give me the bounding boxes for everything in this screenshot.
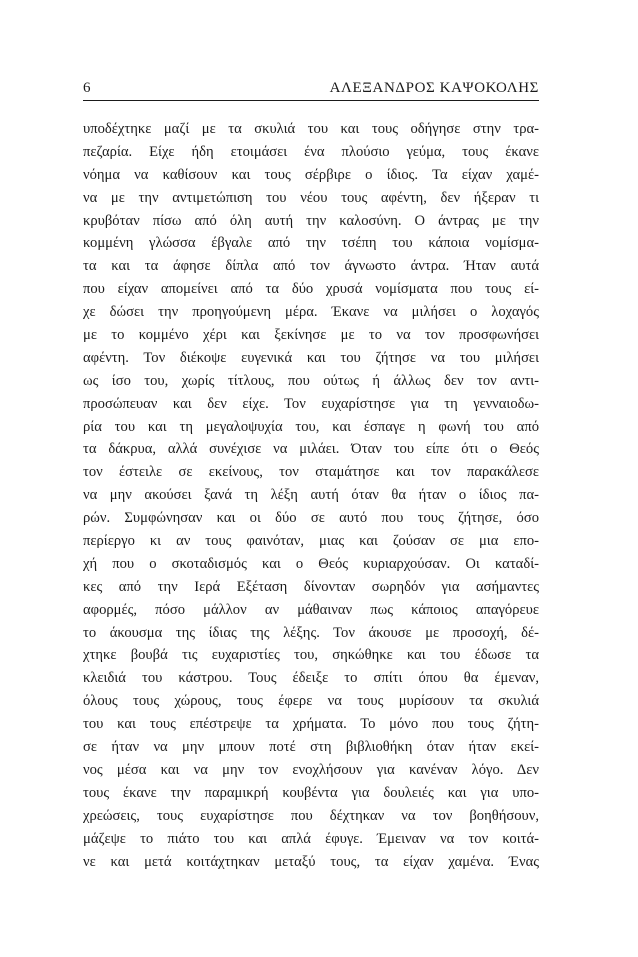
text-line: με το κομμένο χέρι και ξεκίνησε με το να τον προσφωνήσει: [83, 327, 539, 344]
text-line: το άκουσμα της ίδιας της λέξης. Τον άκουσε με προσοχή, δέ-: [83, 624, 539, 641]
text-line: ρών. Συμφώνησαν και οι δύο σε αυτό που τους ζήτησε, όσο: [83, 510, 539, 527]
text-line: τα και τα άφησε δίπλα από τον άγνωστο άντρα. Ήταν αυτά: [83, 258, 539, 275]
text-line: αφορμές, πόσο μάλλον αν μάθαιναν πως κάποιος απαγόρευε: [83, 601, 539, 618]
text-line: μάζεψε το πιάτο του και απλά έφυγε. Έμειναν να τον κοιτά-: [83, 830, 539, 847]
text-line: ως ίσο του, χωρίς τίτλους, που ούτως ή άλλως δεν τον αντι-: [83, 372, 539, 389]
text-line: τους έκανε την παραμικρή κουβέντα για δουλειές και για υπο-: [83, 784, 539, 801]
text-line: αφέντη. Τον διέκοψε ευγενικά και του ζήτησε να του μιλήσει: [83, 349, 539, 366]
running-title: ΑΛΕΞΑΝΔΡΟΣ ΚΑΨΟΚΟΛΗΣ: [329, 80, 539, 96]
text-line: νε και μετά κοιτάχτηκαν μεταξύ τους, τα είχαν χαμένα. Ένας: [83, 853, 539, 870]
text-line: σε ήταν να μην μπουν ποτέ στη βιβλιοθήκη όταν ήταν εκεί-: [83, 739, 539, 756]
text-line: τον έστειλε σε εκείνους, τον σταμάτησε και τον παρακάλεσε: [83, 464, 539, 481]
text-line: κες από την Ιερά Εξέταση δίνονταν σωρηδόν για ασήμαντες: [83, 578, 539, 595]
text-line: χε δώσει την προηγούμενη μέρα. Έκανε να μιλήσει ο λοχαγός: [83, 304, 539, 321]
text-line: ρία του και τη μεγαλοψυχία του, και έσπαγε η φωνή του από: [83, 418, 539, 435]
text-line: να μην ακούσει ξανά τη λέξη αυτή όταν θα ήταν ο ίδιος πα-: [83, 487, 539, 504]
text-line: χρεώσεις, τους ευχαρίστησε που δέχτηκαν να τον βοηθήσουν,: [83, 807, 539, 824]
text-line: όλους τους χώρους, τους έφερε να τους μυρίσουν τα σκυλιά: [83, 693, 539, 710]
text-line: χτηκε βουβά τις ευχαριστίες του, σηκώθηκε και του έδωσε τα: [83, 647, 539, 664]
text-line: νόημα να καθίσουν και τους σέρβιρε ο ίδιος. Τα είχαν χαμέ-: [83, 166, 539, 183]
text-line: κομμένη γλώσσα έβγαλε από την τσέπη του κάποια νομίσμα-: [83, 235, 539, 252]
text-line: προσώπευαν και δεν είχε. Τον ευχαρίστησε για τη γενναιοδω-: [83, 395, 539, 412]
text-line: νος μέσα και να μην τον ενοχλήσουν για κανέναν λόγο. Δεν: [83, 761, 539, 778]
text-line: χή που ο σκοταδισμός και ο Θεός κυριαρχούσαν. Οι καταδί-: [83, 555, 539, 572]
text-line: περίεργο κι αν τους φαινόταν, μιας και ζούσαν σε μια επο-: [83, 533, 539, 550]
text-line: κρυβόταν πίσω από όλη αυτή την καλοσύνη. Ο άντρας με την: [83, 212, 539, 229]
text-line: που είχαν απομείνει από τα δύο χρυσά νομίσματα που τους εί-: [83, 281, 539, 298]
text-line: τα δάκρυα, αλλά συνέχισε να μιλάει. Όταν του είπε ότι ο Θεός: [83, 441, 539, 458]
body-text: [83, 118, 539, 873]
running-header: [83, 78, 539, 101]
text-line: του και τους επέστρεψε τα χρήματα. Το μόνο που τους ζήτη-: [83, 716, 539, 733]
text-line: κλειδιά του κάστρου. Τους έδειξε το σπίτι όπου θα έμεναν,: [83, 670, 539, 687]
text-line: πεζαρία. Είχε ήδη ετοιμάσει ένα πλούσιο γεύμα, τους έκανε: [83, 143, 539, 160]
page-number: 6: [83, 80, 91, 96]
text-line: να με την αντιμετώπιση του νέου τους αφέντη, δεν ήξεραν τι: [83, 189, 539, 206]
text-line: υποδέχτηκε μαζί με τα σκυλιά του και τους οδήγησε στην τρα-: [83, 121, 539, 137]
